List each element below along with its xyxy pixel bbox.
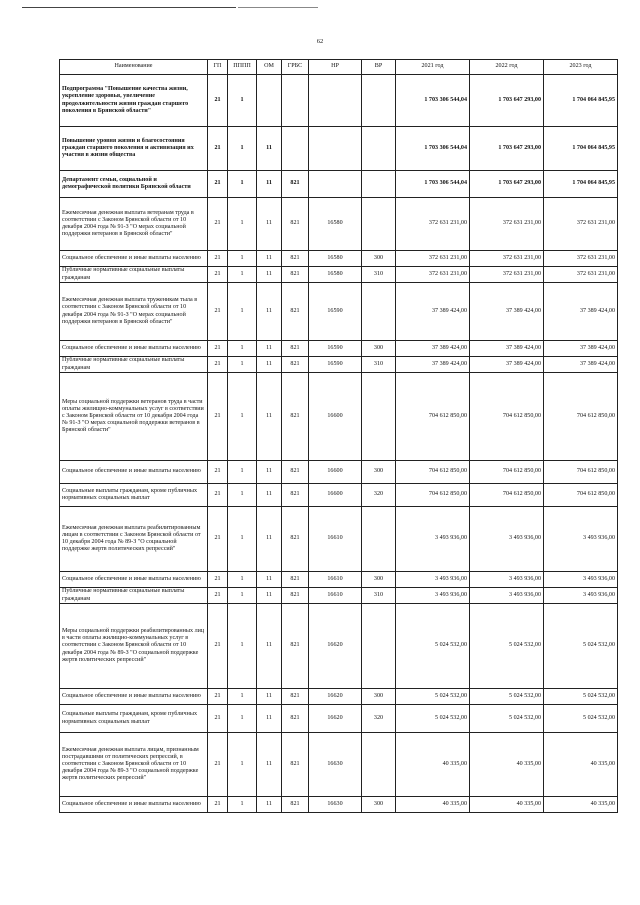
cell-y2022: 3 493 936,00 (470, 507, 544, 572)
cell-y2022: 37 389 424,00 (470, 283, 544, 341)
cell-y2022: 40 335,00 (470, 797, 544, 813)
table-row (60, 572, 618, 588)
cell-nr: 16590 (309, 283, 362, 341)
cell-nr: 16580 (309, 198, 362, 251)
cell-y2023: 372 631 231,00 (544, 251, 618, 267)
cell-y2022: 704 612 850,00 (470, 461, 544, 484)
header-2022: 2022 год (470, 60, 544, 75)
cell-vr: 310 (362, 267, 396, 283)
cell-nr: 16610 (309, 588, 362, 604)
table-row (60, 484, 618, 507)
header-2021: 2021 год (396, 60, 470, 75)
cell-y2023: 37 389 424,00 (544, 283, 618, 341)
cell-grbs: 821 (282, 283, 309, 341)
cell-gp: 21 (208, 461, 228, 484)
table-row (60, 733, 618, 797)
cell-y2022: 372 631 231,00 (470, 198, 544, 251)
cell-y2021: 372 631 231,00 (396, 198, 470, 251)
cell-y2021: 5 024 532,00 (396, 604, 470, 689)
cell-nr: 16610 (309, 572, 362, 588)
cell-name: Ежемесячная денежная выплата лицам, признанным пострадавшими от политических репрессий, в соответствии с Законом Брянской области от 10 декабря 2004 года № 89-З "О социальной поддержке жертв политических репрессий" (60, 733, 208, 797)
header-pgp: ПППП (228, 60, 257, 75)
cell-gp: 21 (208, 689, 228, 705)
cell-om: 11 (257, 689, 282, 705)
cell-y2023: 5 024 532,00 (544, 705, 618, 733)
cell-y2021: 704 612 850,00 (396, 461, 470, 484)
cell-y2022: 1 703 647 293,00 (470, 127, 544, 171)
cell-gp: 21 (208, 75, 228, 127)
cell-nr: 16630 (309, 733, 362, 797)
cell-name: Социальное обеспечение и иные выплаты населению (60, 572, 208, 588)
cell-gp: 21 (208, 251, 228, 267)
cell-y2021: 1 703 306 544,04 (396, 171, 470, 198)
cell-nr: 16580 (309, 267, 362, 283)
cell-gp: 21 (208, 373, 228, 461)
cell-y2023: 40 335,00 (544, 797, 618, 813)
cell-y2023: 5 024 532,00 (544, 689, 618, 705)
cell-vr (362, 75, 396, 127)
cell-name: Ежемесячная денежная выплата реабилитированным лицам в соответствии с Законом Брянской области от 10 декабря 2004 года № 89-З "О социальной поддержке жертв политических репрессий" (60, 507, 208, 572)
cell-nr: 16620 (309, 689, 362, 705)
cell-name: Социальное обеспечение и иные выплаты населению (60, 251, 208, 267)
cell-y2023: 1 704 064 845,95 (544, 75, 618, 127)
cell-grbs: 821 (282, 705, 309, 733)
cell-pgp: 1 (228, 507, 257, 572)
table-row (60, 171, 618, 198)
cell-name: Ежемесячная денежная выплата ветеранам труда в соответствии с Законом Брянской области от 10 декабря 2004 года № 91-З "О мерах социальной поддержки ветеранов в Брянской области" (60, 198, 208, 251)
cell-y2022: 5 024 532,00 (470, 705, 544, 733)
cell-gp: 21 (208, 171, 228, 198)
cell-om: 11 (257, 357, 282, 373)
cell-vr: 300 (362, 797, 396, 813)
cell-grbs: 821 (282, 484, 309, 507)
cell-om: 11 (257, 705, 282, 733)
cell-nr: 16620 (309, 705, 362, 733)
cell-grbs: 821 (282, 357, 309, 373)
cell-grbs (282, 75, 309, 127)
cell-om: 11 (257, 127, 282, 171)
cell-y2023: 1 704 064 845,95 (544, 171, 618, 198)
cell-name: Ежемесячная денежная выплата труженикам тыла в соответствии с Законом Брянской области от 10 декабря 2004 года № 91-З "О мерах социальной поддержки ветеранов в Брянской области" (60, 283, 208, 341)
cell-vr (362, 198, 396, 251)
cell-nr: 16620 (309, 604, 362, 689)
cell-pgp: 1 (228, 198, 257, 251)
table-row (60, 604, 618, 689)
cell-vr: 320 (362, 484, 396, 507)
cell-y2021: 40 335,00 (396, 797, 470, 813)
table-row (60, 373, 618, 461)
cell-y2021: 372 631 231,00 (396, 267, 470, 283)
table-row (60, 705, 618, 733)
cell-nr (309, 75, 362, 127)
cell-om: 11 (257, 733, 282, 797)
cell-name: Социальное обеспечение и иные выплаты населению (60, 797, 208, 813)
cell-pgp: 1 (228, 689, 257, 705)
cell-nr (309, 171, 362, 198)
cell-pgp: 1 (228, 484, 257, 507)
cell-y2023: 5 024 532,00 (544, 604, 618, 689)
cell-vr: 300 (362, 689, 396, 705)
cell-grbs: 821 (282, 507, 309, 572)
cell-nr: 16600 (309, 373, 362, 461)
table-row (60, 251, 618, 267)
table-row (60, 127, 618, 171)
cell-om: 11 (257, 341, 282, 357)
cell-grbs: 821 (282, 267, 309, 283)
cell-grbs: 821 (282, 733, 309, 797)
cell-gp: 21 (208, 283, 228, 341)
cell-grbs: 821 (282, 373, 309, 461)
cell-y2022: 3 493 936,00 (470, 588, 544, 604)
cell-vr (362, 507, 396, 572)
cell-nr: 16610 (309, 507, 362, 572)
cell-vr (362, 283, 396, 341)
cell-name: Социальное обеспечение и иные выплаты населению (60, 341, 208, 357)
cell-gp: 21 (208, 797, 228, 813)
table-row (60, 75, 618, 127)
table-body (60, 75, 618, 813)
cell-y2023: 37 389 424,00 (544, 341, 618, 357)
cell-y2022: 1 703 647 293,00 (470, 171, 544, 198)
cell-om: 11 (257, 588, 282, 604)
cell-om: 11 (257, 251, 282, 267)
cell-vr (362, 373, 396, 461)
cell-grbs: 821 (282, 604, 309, 689)
cell-y2023: 3 493 936,00 (544, 507, 618, 572)
cell-gp: 21 (208, 127, 228, 171)
header-name: Наименование (60, 60, 208, 75)
cell-pgp: 1 (228, 461, 257, 484)
cell-gp: 21 (208, 484, 228, 507)
cell-y2023: 704 612 850,00 (544, 373, 618, 461)
cell-pgp: 1 (228, 283, 257, 341)
cell-pgp: 1 (228, 357, 257, 373)
cell-y2021: 3 493 936,00 (396, 572, 470, 588)
cell-gp: 21 (208, 705, 228, 733)
cell-om: 11 (257, 604, 282, 689)
table-row (60, 507, 618, 572)
cell-y2022: 704 612 850,00 (470, 373, 544, 461)
cell-pgp: 1 (228, 588, 257, 604)
cell-y2023: 40 335,00 (544, 733, 618, 797)
header-grbs: ГРБС (282, 60, 309, 75)
cell-name: Публичные нормативные социальные выплаты гражданам (60, 588, 208, 604)
cell-grbs: 821 (282, 341, 309, 357)
table-row (60, 341, 618, 357)
cell-y2021: 372 631 231,00 (396, 251, 470, 267)
table-row (60, 588, 618, 604)
cell-om: 11 (257, 373, 282, 461)
cell-y2023: 1 704 064 845,95 (544, 127, 618, 171)
cell-name: Социальные выплаты гражданам, кроме публичных нормативных социальных выплат (60, 484, 208, 507)
cell-grbs: 821 (282, 198, 309, 251)
cell-grbs: 821 (282, 797, 309, 813)
cell-pgp: 1 (228, 797, 257, 813)
cell-gp: 21 (208, 572, 228, 588)
cell-name: Публичные нормативные социальные выплаты гражданам (60, 267, 208, 283)
cell-nr (309, 127, 362, 171)
cell-y2021: 5 024 532,00 (396, 689, 470, 705)
header-vr: ВР (362, 60, 396, 75)
cell-y2023: 704 612 850,00 (544, 461, 618, 484)
cell-y2021: 704 612 850,00 (396, 484, 470, 507)
cell-pgp: 1 (228, 341, 257, 357)
top-rule-short (238, 7, 318, 8)
cell-pgp: 1 (228, 171, 257, 198)
budget-table (59, 59, 618, 813)
cell-vr: 300 (362, 461, 396, 484)
cell-nr: 16580 (309, 251, 362, 267)
cell-pgp: 1 (228, 251, 257, 267)
cell-y2022: 37 389 424,00 (470, 357, 544, 373)
cell-y2021: 1 703 306 544,04 (396, 75, 470, 127)
cell-gp: 21 (208, 507, 228, 572)
cell-om (257, 75, 282, 127)
cell-grbs: 821 (282, 251, 309, 267)
cell-y2021: 5 024 532,00 (396, 705, 470, 733)
cell-y2023: 372 631 231,00 (544, 267, 618, 283)
cell-pgp: 1 (228, 373, 257, 461)
cell-name: Меры социальной поддержки ветеранов труда в части оплаты жилищно-коммунальных услуг в соответствии с Законом Брянской области от 10 декабря 2004 года № 91-З "О мерах социальной поддержки ветеранов в Брянской области" (60, 373, 208, 461)
cell-y2023: 372 631 231,00 (544, 198, 618, 251)
header-gp: ГП (208, 60, 228, 75)
cell-pgp: 1 (228, 267, 257, 283)
cell-om: 11 (257, 267, 282, 283)
cell-y2022: 372 631 231,00 (470, 267, 544, 283)
cell-nr: 16600 (309, 461, 362, 484)
cell-y2021: 37 389 424,00 (396, 341, 470, 357)
cell-om: 11 (257, 283, 282, 341)
cell-gp: 21 (208, 267, 228, 283)
cell-om: 11 (257, 198, 282, 251)
cell-y2021: 37 389 424,00 (396, 283, 470, 341)
cell-grbs: 821 (282, 461, 309, 484)
cell-om: 11 (257, 484, 282, 507)
cell-y2021: 37 389 424,00 (396, 357, 470, 373)
cell-name: Социальное обеспечение и иные выплаты населению (60, 689, 208, 705)
table-row (60, 797, 618, 813)
top-rule (22, 7, 236, 8)
cell-om: 11 (257, 461, 282, 484)
cell-vr: 320 (362, 705, 396, 733)
table-row (60, 198, 618, 251)
cell-y2022: 704 612 850,00 (470, 484, 544, 507)
table-row (60, 267, 618, 283)
header-nr: НР (309, 60, 362, 75)
cell-nr: 16590 (309, 341, 362, 357)
cell-name: Подпрограмма "Повышение качества жизни, укрепление здоровья, увеличение продолжительности жизни граждан старшего поколения в Брянской области" (60, 75, 208, 127)
cell-pgp: 1 (228, 705, 257, 733)
table-row (60, 357, 618, 373)
cell-gp: 21 (208, 588, 228, 604)
cell-om: 11 (257, 171, 282, 198)
cell-vr: 300 (362, 251, 396, 267)
cell-om: 11 (257, 507, 282, 572)
cell-grbs: 821 (282, 171, 309, 198)
table-row (60, 689, 618, 705)
cell-y2021: 704 612 850,00 (396, 373, 470, 461)
cell-grbs: 821 (282, 572, 309, 588)
cell-om: 11 (257, 572, 282, 588)
cell-y2021: 40 335,00 (396, 733, 470, 797)
table-row (60, 283, 618, 341)
cell-y2023: 3 493 936,00 (544, 588, 618, 604)
cell-pgp: 1 (228, 127, 257, 171)
cell-grbs (282, 127, 309, 171)
cell-vr: 310 (362, 357, 396, 373)
cell-name: Публичные нормативные социальные выплаты гражданам (60, 357, 208, 373)
cell-pgp: 1 (228, 604, 257, 689)
cell-y2022: 5 024 532,00 (470, 604, 544, 689)
cell-pgp: 1 (228, 75, 257, 127)
cell-y2023: 3 493 936,00 (544, 572, 618, 588)
cell-vr (362, 733, 396, 797)
cell-y2022: 3 493 936,00 (470, 572, 544, 588)
cell-vr (362, 127, 396, 171)
cell-name: Социальные выплаты гражданам, кроме публичных нормативных социальных выплат (60, 705, 208, 733)
cell-vr: 300 (362, 572, 396, 588)
cell-y2023: 37 389 424,00 (544, 357, 618, 373)
cell-grbs: 821 (282, 689, 309, 705)
header-om: ОМ (257, 60, 282, 75)
cell-pgp: 1 (228, 572, 257, 588)
cell-gp: 21 (208, 198, 228, 251)
cell-gp: 21 (208, 733, 228, 797)
cell-nr: 16590 (309, 357, 362, 373)
cell-name: Социальное обеспечение и иные выплаты населению (60, 461, 208, 484)
cell-nr: 16630 (309, 797, 362, 813)
cell-pgp: 1 (228, 733, 257, 797)
cell-vr: 310 (362, 588, 396, 604)
cell-y2021: 3 493 936,00 (396, 507, 470, 572)
cell-y2022: 5 024 532,00 (470, 689, 544, 705)
cell-y2022: 37 389 424,00 (470, 341, 544, 357)
cell-gp: 21 (208, 604, 228, 689)
cell-y2022: 1 703 647 293,00 (470, 75, 544, 127)
cell-grbs: 821 (282, 588, 309, 604)
cell-y2023: 704 612 850,00 (544, 484, 618, 507)
cell-vr (362, 604, 396, 689)
cell-gp: 21 (208, 357, 228, 373)
page-number: 62 (316, 38, 324, 45)
cell-vr: 300 (362, 341, 396, 357)
cell-name: Меры социальной поддержки реабилитированных лиц в части оплаты жилищно-коммунальных услуг в соответствии с Законом Брянской области от 10 декабря 2004 года № 89-З "О социальной поддержке жертв политических репрессий" (60, 604, 208, 689)
cell-name: Департамент семьи, социальной и демографической политики Брянской области (60, 171, 208, 198)
cell-y2022: 372 631 231,00 (470, 251, 544, 267)
cell-y2021: 1 703 306 544,04 (396, 127, 470, 171)
cell-nr: 16600 (309, 484, 362, 507)
header-2023: 2023 год (544, 60, 618, 75)
cell-y2021: 3 493 936,00 (396, 588, 470, 604)
cell-om: 11 (257, 797, 282, 813)
table-row (60, 461, 618, 484)
cell-vr (362, 171, 396, 198)
cell-gp: 21 (208, 341, 228, 357)
cell-y2022: 40 335,00 (470, 733, 544, 797)
cell-name: Повышение уровня жизни и благосостояния граждан старшего поколения и активизация их участия в жизни общества (60, 127, 208, 171)
header-row (60, 60, 618, 75)
